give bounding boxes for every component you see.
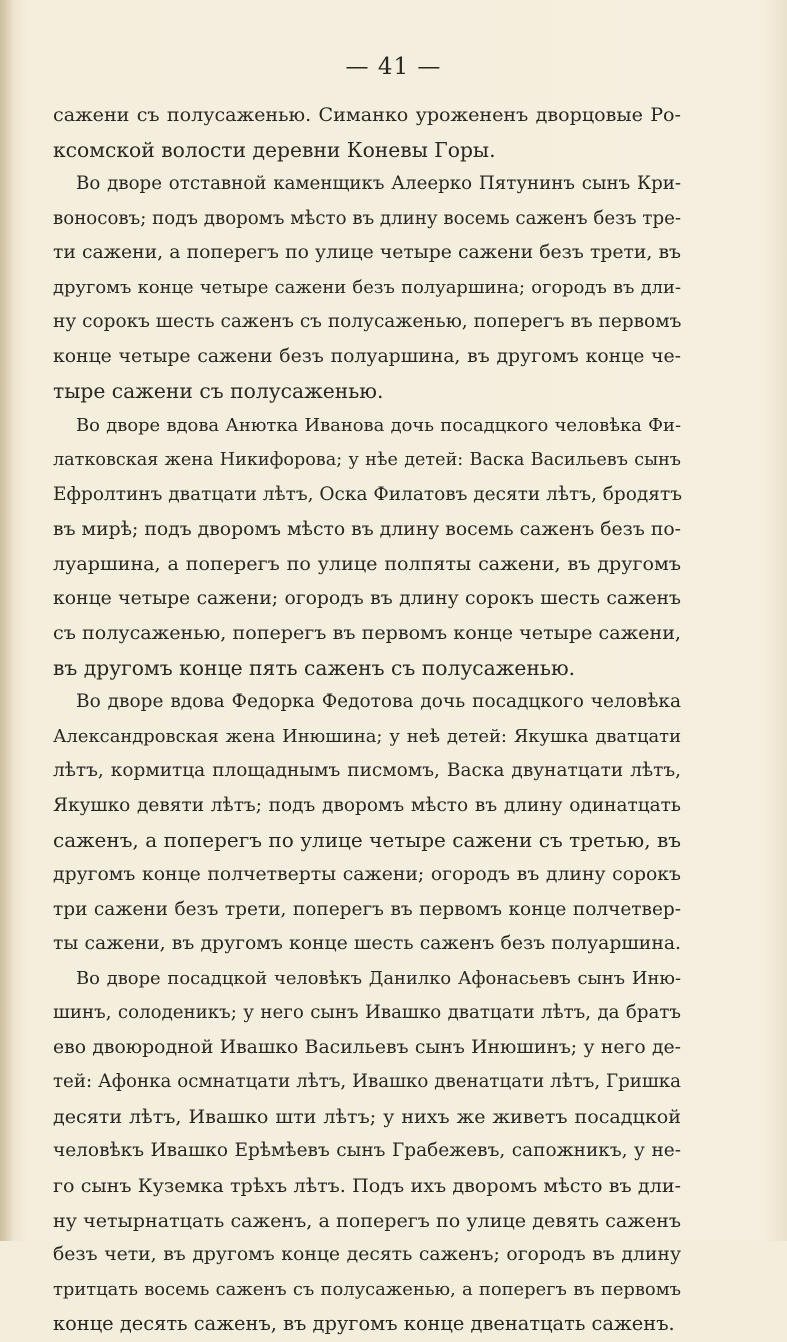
page-number: — 41 —: [345, 54, 442, 80]
text-line: лѣтъ, кормитца площаднымъ писмомъ, Васка двунатцати лѣтъ,: [53, 760, 681, 782]
text-line: безъ чети, въ другомъ конце десять саженъ; огородъ въ длину: [53, 1244, 681, 1266]
text-line: съ полусаженью, поперегъ въ первомъ конце четыре сажени,: [53, 621, 681, 645]
text-line: Ефролтинъ дватцати лѣтъ, Оска Филатовъ десяти лѣтъ, бродятъ: [53, 484, 682, 506]
paragraph-start-line: Во дворе вдова Федорка Федотова дочь посадцкого человѣка: [76, 691, 681, 713]
paragraph-start-line: Во дворе посадцкой человѣкъ Данилко Афонасьевъ сынъ Иню-: [76, 967, 681, 989]
text-line: латковская жена Никифорова; у нѣе детей: Васка Васильевъ сынъ: [53, 450, 681, 471]
text-line: другомъ конце полчетверты сажени; огородъ въ длину сорокъ: [53, 864, 681, 886]
paragraph-start-line: Во дворе вдова Анютка Иванова дочь посадцкого человѣка Фи-: [76, 414, 681, 436]
text-line: ну сорокъ шесть саженъ съ полусаженью, поперегъ въ первомъ: [53, 311, 682, 333]
text-line: три сажени безъ трети, поперегъ въ первомъ конце полчетвер-: [53, 898, 681, 920]
text-line: го сынъ Куземка трѣхъ лѣтъ. Подъ ихъ дворомъ мѣсто въ дли-: [53, 1173, 681, 1197]
text-line: луаршина, а поперегъ по улице полпяты сажени, въ другомъ: [53, 552, 681, 576]
text-line: ксомской волости деревни Коневы Горы.: [53, 137, 496, 162]
text-line: ти сажени, а поперегъ по улице четыре сажени безъ трети, въ: [53, 242, 681, 264]
paragraph-start-line: Во дворе отставной каменщикъ Алеерко Пятунинъ сынъ Кри-: [76, 173, 681, 195]
text-line: Якушко девяти лѣтъ; подъ дворомъ мѣсто въ длину одинатцать: [53, 794, 681, 816]
text-line: шинъ, солоденикъ; у него сынъ Ивашко дватцати лѣтъ, да братъ: [53, 1002, 681, 1024]
text-line: конце четыре сажени; огородъ въ длину сорокъ шесть саженъ: [53, 587, 681, 609]
text-line: конце четыре сажени безъ полуаршина, въ другомъ конце че-: [53, 345, 681, 367]
text-line: саженъ, а поперегъ по улице четыре сажени съ третью, въ: [53, 828, 681, 853]
body-text: [53, 98, 681, 1342]
text-line: десяти лѣтъ, Ивашко шти лѣтъ; у нихъ же живетъ посадцкой: [53, 1104, 681, 1128]
text-line: человѣкъ Ивашко Ерѣмѣевъ сынъ Грабежевъ, сапожникъ, у не-: [53, 1140, 681, 1162]
text-line: тыре сажени съ полусаженью.: [53, 379, 384, 404]
text-line: сажени съ полусаженью. Симанко урожененъ дворцовые Ро-: [53, 103, 681, 126]
text-line: ево двоюродной Ивашко Васильевъ сынъ Инюшинъ; у него де-: [53, 1036, 681, 1058]
text-line: ну четырнатцать саженъ, а поперегъ по улице девять саженъ: [53, 1208, 681, 1232]
binding-shadow: [0, 0, 14, 1241]
text-line: тей: Афонка осмнатцати лѣтъ, Ивашко двенатцати лѣтъ, Гришка: [53, 1071, 681, 1093]
text-line: тритцать восемь саженъ съ полусаженью, а поперегъ въ первомъ: [53, 1278, 681, 1300]
text-line: въ другомъ конце пять саженъ съ полусаженью.: [53, 655, 576, 680]
text-line: въ мирѣ; подъ дворомъ мѣсто въ длину восемь саженъ безъ по-: [53, 518, 681, 540]
text-line: воносовъ; подъ дворомъ мѣсто въ длину восемь саженъ безъ тре-: [53, 207, 681, 229]
text-line: ты сажени, въ другомъ конце шесть саженъ безъ полуаршина.: [53, 933, 681, 955]
text-line: Александровская жена Инюшина; у неѣ детей: Якушка дватцати: [53, 725, 681, 747]
text-line: другомъ конце четыре сажени безъ полуаршина; огородъ въ дли-: [53, 276, 681, 298]
text-line: конце десять саженъ, въ другомъ конце двенатцать саженъ.: [53, 1312, 675, 1336]
